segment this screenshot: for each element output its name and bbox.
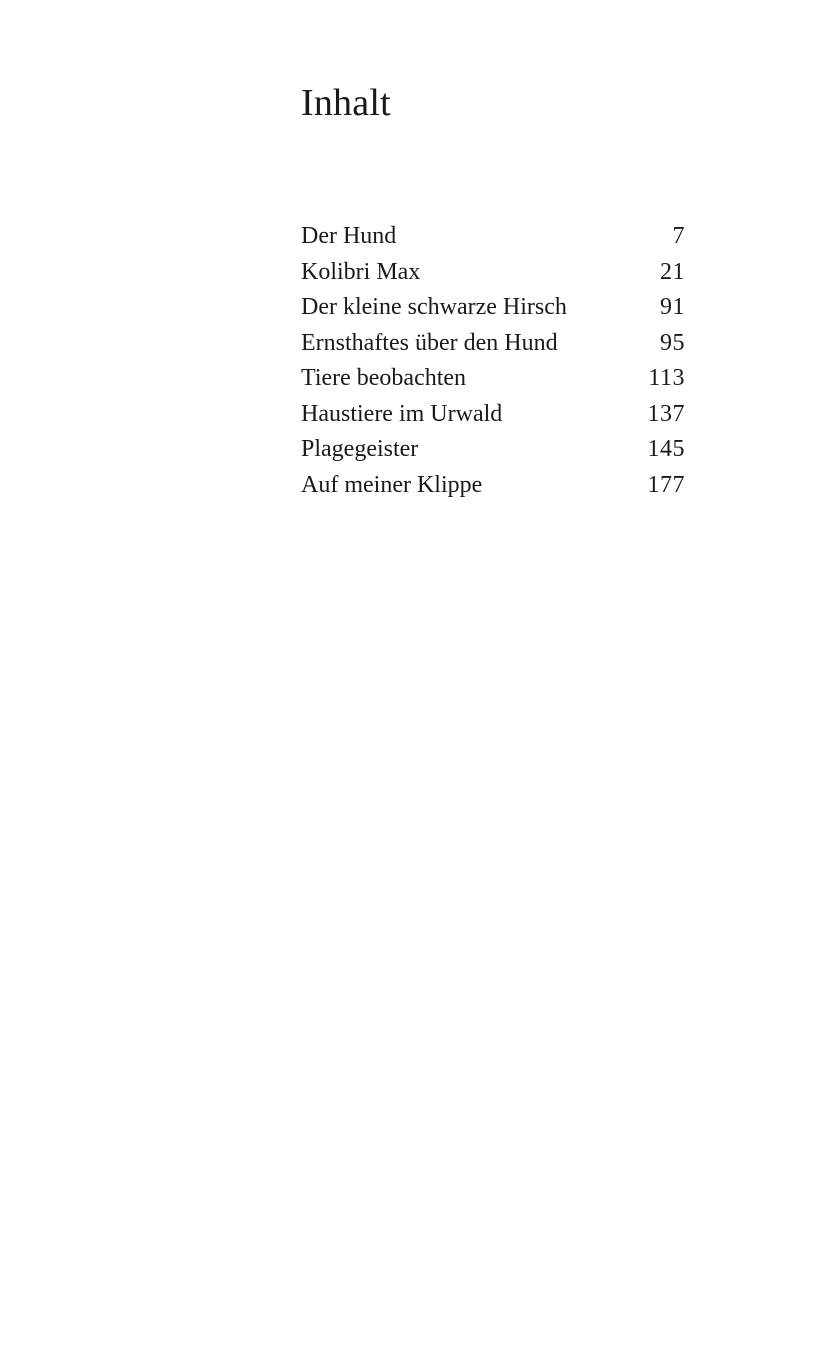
toc-entry-title: Plagegeister bbox=[301, 436, 419, 462]
toc-entry bbox=[301, 397, 685, 433]
toc-entry-page: 137 bbox=[647, 400, 685, 427]
toc-entry bbox=[301, 361, 685, 397]
toc-entry bbox=[301, 219, 685, 255]
toc-entry bbox=[301, 255, 685, 291]
toc-entry-title: Haustiere im Urwald bbox=[301, 400, 503, 427]
toc-entry-page: 145 bbox=[647, 436, 685, 462]
page-title: Inhalt bbox=[301, 82, 391, 124]
toc-entry-page: 95 bbox=[660, 329, 685, 356]
toc-entry-page: 21 bbox=[660, 258, 685, 285]
toc-entry-title: Ernsthaftes über den Hund bbox=[301, 329, 558, 356]
toc-entry bbox=[301, 290, 685, 326]
toc-entry-title: Auf meiner Klippe bbox=[301, 471, 483, 498]
toc-entry-title: Tiere beobachten bbox=[301, 365, 467, 391]
toc-entry-title: Der kleine schwarze Hirsch bbox=[301, 294, 567, 320]
toc-entry-page: 7 bbox=[672, 223, 685, 249]
toc-entry-page: 91 bbox=[660, 294, 685, 320]
toc-entry bbox=[301, 326, 685, 362]
toc-entry-page: 177 bbox=[647, 471, 685, 498]
toc-entry-title: Kolibri Max bbox=[301, 258, 421, 285]
table-of-contents bbox=[301, 219, 685, 503]
toc-entry-title: Der Hund bbox=[301, 223, 397, 249]
toc-entry-page: 113 bbox=[648, 365, 685, 391]
toc-entry bbox=[301, 432, 685, 468]
toc-entry bbox=[301, 468, 685, 504]
